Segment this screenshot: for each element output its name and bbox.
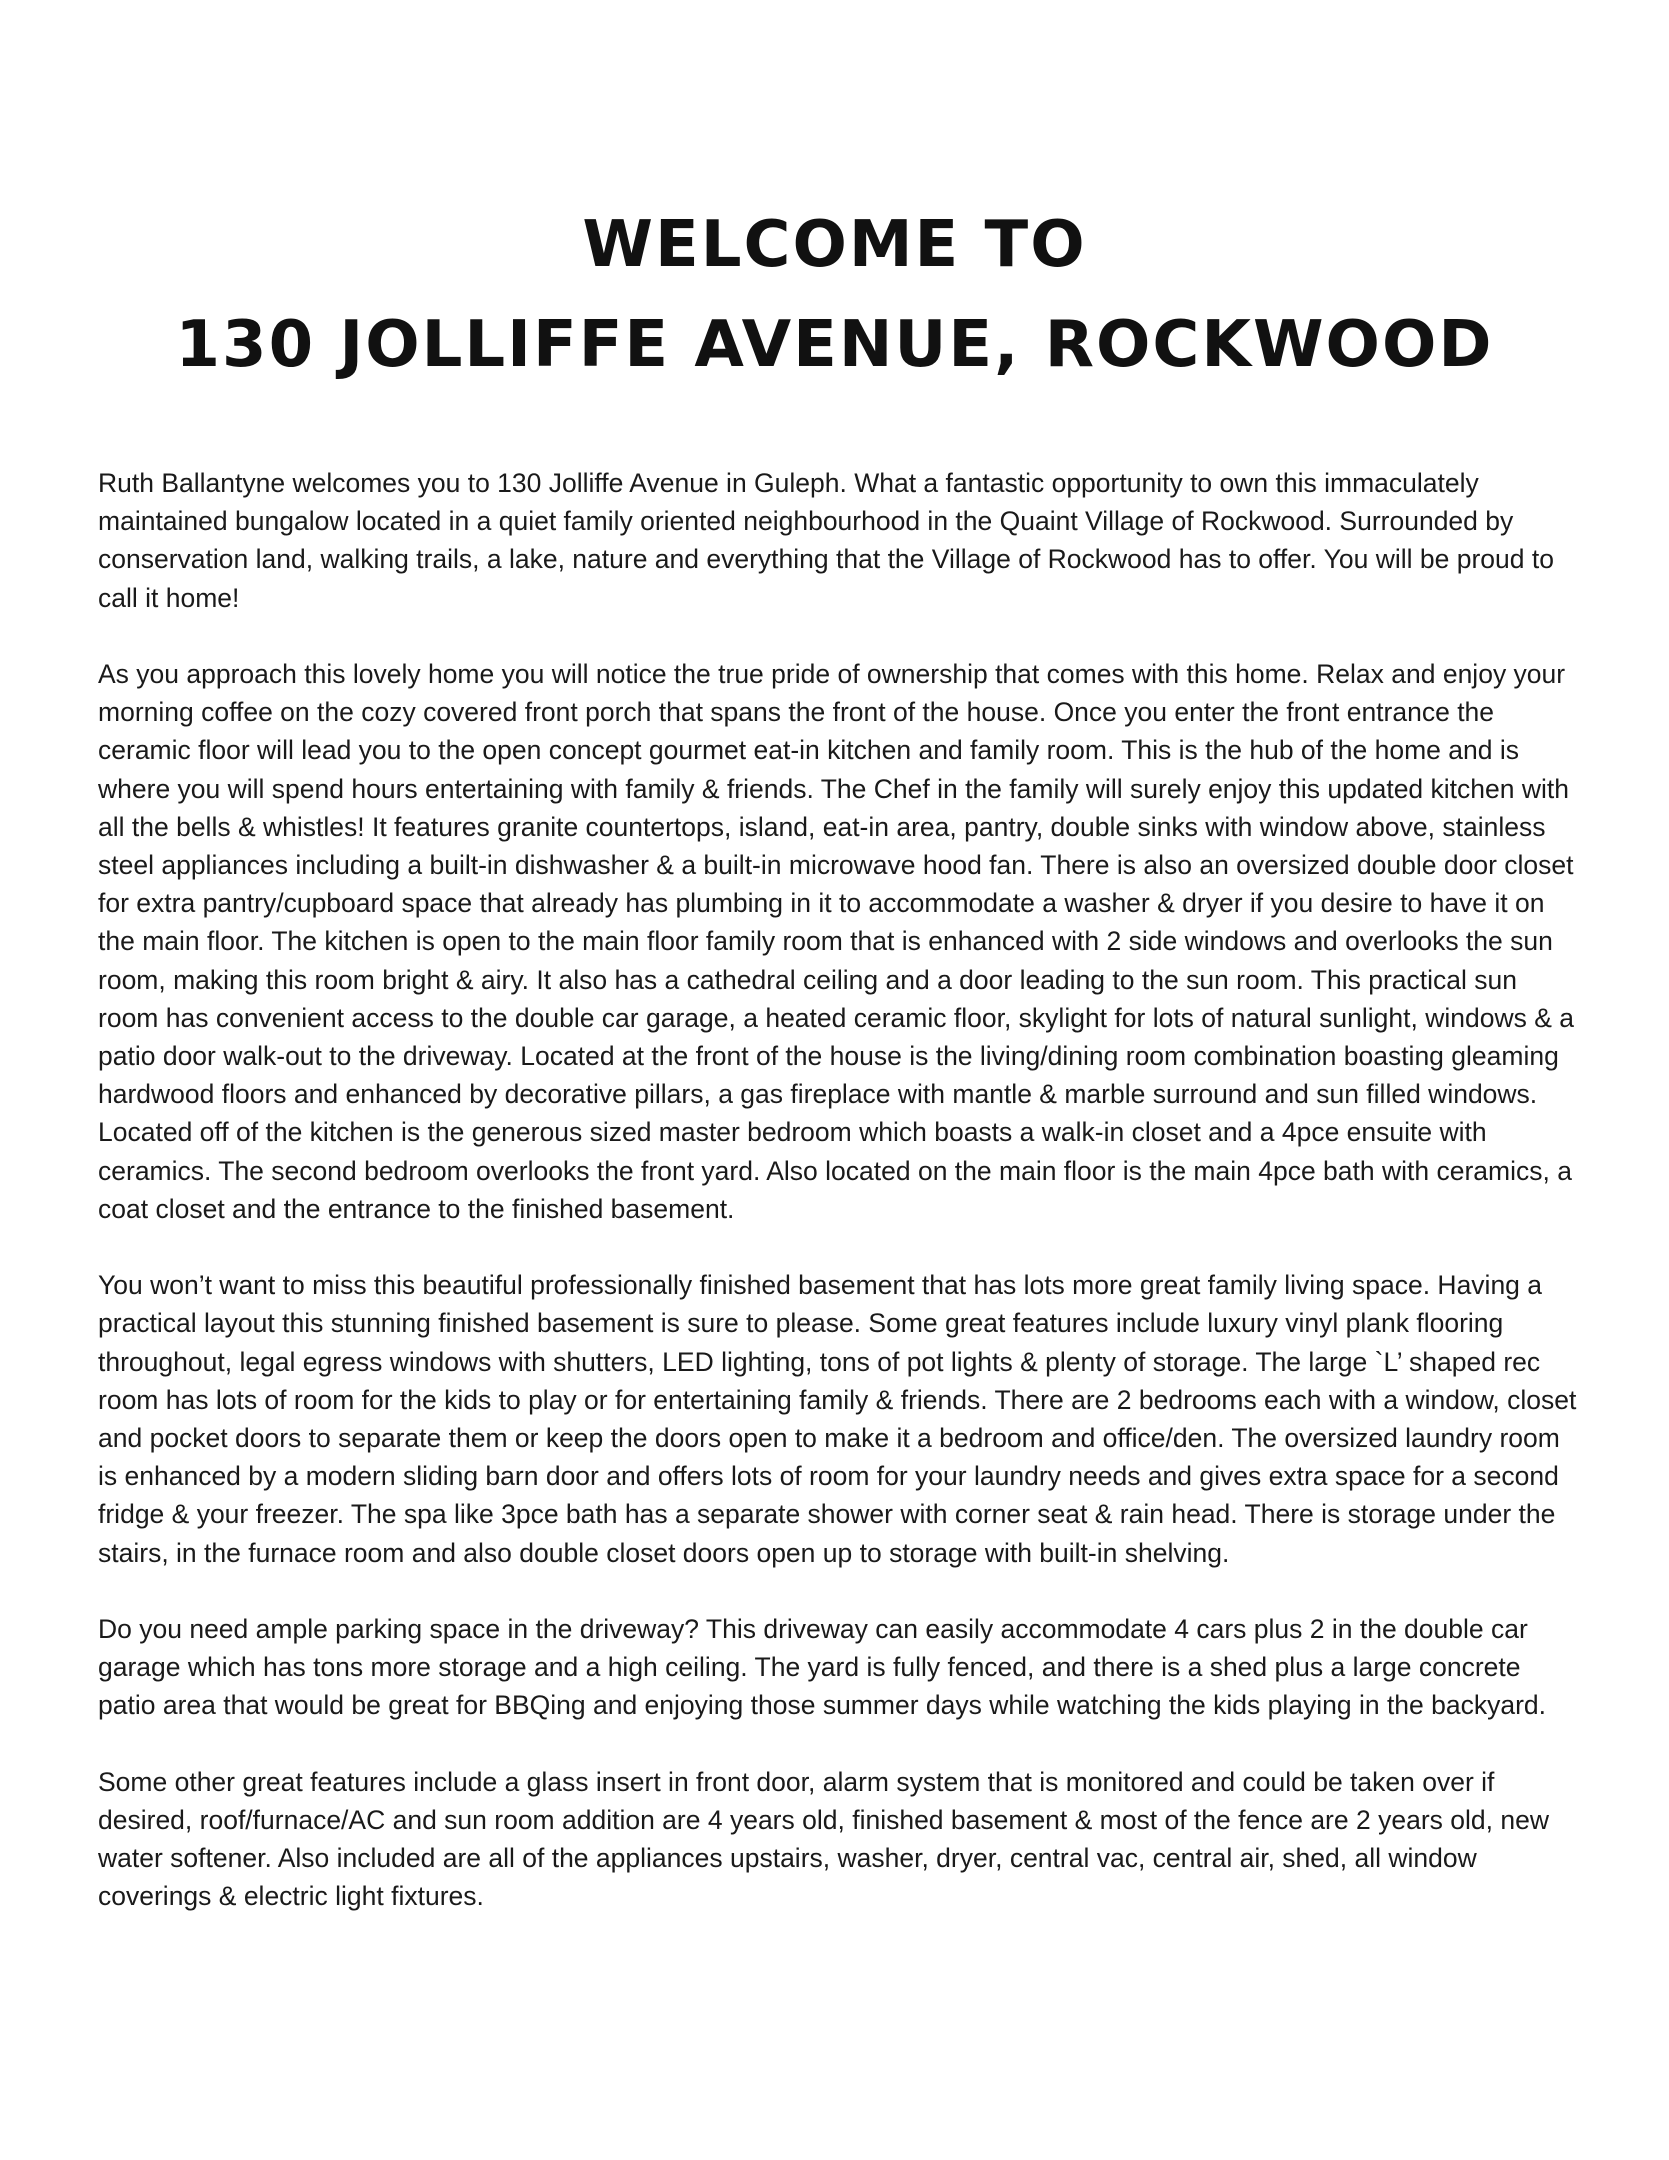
paragraph-basement: You won’t want to miss this beautiful professionally finished basement that has lots more great family living space. Having a practical layout this stunning finished basement is sure to please. Some great features include luxury vinyl plank flooring throughout, legal egress windows with shutters, LED lighting, tons of pot lights & plenty of storage. The large `L’ shaped rec room has lots of room for the kids to play or for entertaining family & friends. There are 2 bedrooms each with a window, closet and pocket doors to separate them or keep the doors open to make it a bedroom and office/den. The oversized laundry room is enhanced by a modern sliding barn door and offers lots of room for your laundry needs and gives extra space for a second fridge & your freezer. The spa like 3pce bath has a separate shower with corner seat & rain head. There is storage under the stairs, in the furnace room and also double closet doors open up to storage with built-in shelving. bbox=[98, 1270, 1577, 1568]
title-line-2: 130 JOLLIFFE AVENUE, ROCKWOOD bbox=[175, 308, 1494, 382]
body-text bbox=[98, 464, 1578, 1916]
paragraph-other-features: Some other great features include a glass insert in front door, alarm system that is monitored and could be taken over if desired, roof/furnace/AC and sun room addition are 4 years old, finished basement & most of the fence are 2 years old, new water softener. Also included are all of the appliances upstairs, washer, dryer, central vac, central air, shed, all window coverings & electric light fixtures. bbox=[98, 1766, 1549, 1912]
paragraph-main-floor: As you approach this lovely home you will notice the true pride of ownership that comes with this home. Relax and enjoy your morning coffee on the cozy covered front porch that spans the front of the house. Once you enter the front entrance the ceramic floor will lead you to the open concept gourmet eat-in kitchen and family room. This is the hub of the home and is where you will spend hours entertaining with family & friends. The Chef in the family will surely enjoy this updated kitchen with all the bells & whistles! It features granite countertops, island, eat-in area, pantry, double sinks with window above, stainless steel appliances including a built-in dishwasher & a built-in microwave hood fan. There is also an oversized double door closet for extra pantry/cupboard space that already has plumbing in it to accommodate a washer & dryer if you desire to have it on the main floor. The kitchen is open to the main floor family room that is enhanced with 2 side windows and overlooks the sun room, making this room bright & airy. It also has a cathedral ceiling and a door leading to the sun room. This practical sun room has convenient access to the double car garage, a heated ceramic floor, skylight for lots of natural sunlight, windows & a patio door walk-out to the driveway. Located at the front of the house is the living/dining room combination boasting gleaming hardwood floors and enhanced by decorative pillars, a gas fireplace with mantle & marble surround and sun filled windows. Located off of the kitchen is the generous sized master bedroom which boasts a walk-in closet and a 4pce ensuite with ceramics. The second bedroom overlooks the front yard. Also located on the main floor is the main 4pce bath with ceramics, a coat closet and the entrance to the finished basement. bbox=[98, 659, 1574, 1224]
page-title bbox=[0, 195, 1669, 395]
title-line-1: WELCOME TO bbox=[582, 208, 1087, 282]
paragraph-intro: Ruth Ballantyne welcomes you to 130 Jolliffe Avenue in Guleph. What a fantastic opportunity to own this immaculately maintained bungalow located in a quiet family oriented neighbourhood in the Quaint Village of Rockwood. Surrounded by conservation land, walking trails, a lake, nature and everything that the Village of Rockwood has to offer. You will be proud to call it home! bbox=[98, 468, 1554, 613]
paragraph-parking: Do you need ample parking space in the driveway? This driveway can easily accommodate 4 cars plus 2 in the double car garage which has tons more storage and a high ceiling. The yard is fully fenced, and there is a shed plus a large concrete patio area that would be great for BBQing and enjoying those summer days while watching the kids playing in the backyard. bbox=[98, 1614, 1547, 1721]
